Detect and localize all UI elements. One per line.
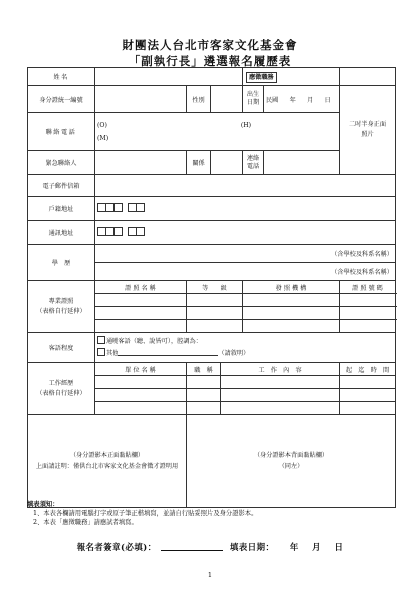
work-cell[interactable]	[340, 376, 396, 389]
work-cell[interactable]	[95, 402, 187, 415]
education-field-2[interactable]: （含學校及科系名稱）	[95, 263, 396, 281]
phone-label: 聯絡電話	[28, 113, 95, 151]
hakka-other-label: 其他	[106, 349, 119, 357]
license-cell[interactable]	[243, 320, 340, 333]
name-field[interactable]	[95, 68, 243, 86]
signature-label: 報名者簽章(必填)：	[76, 542, 157, 552]
gender-label: 性別	[187, 86, 211, 113]
page-number: 1	[207, 571, 213, 579]
id-front-note: 上面請註明：僅供台北市客家文化基金會徵才證明用	[35, 463, 179, 470]
work-cell[interactable]	[221, 389, 340, 402]
work-col-period: 起 迄 時 間	[340, 363, 396, 376]
license-cell[interactable]	[243, 294, 340, 307]
position-label-cell	[243, 68, 340, 86]
license-cell[interactable]	[187, 320, 243, 333]
work-cell[interactable]	[221, 376, 340, 389]
name-label: 姓名	[28, 68, 95, 86]
notes-heading: 填表須知：	[27, 501, 59, 508]
work-label: 工作經歷	[48, 379, 74, 387]
hakka-explain-label: （請敘明）	[218, 349, 250, 357]
contact-phone-field[interactable]	[264, 151, 340, 175]
contact-phone-label: 連絡電話	[243, 151, 264, 175]
relation-label: 關係	[187, 151, 211, 175]
work-col-title: 職 稱	[187, 363, 221, 376]
resume-form	[27, 67, 396, 508]
birth-label: 出生日期	[243, 86, 264, 113]
license-col-number: 證 照 號 碼	[340, 281, 396, 294]
notes	[27, 500, 257, 527]
postcode-boxes[interactable]	[97, 203, 122, 212]
fill-date-label: 填表日期：	[230, 542, 275, 552]
license-cell[interactable]	[340, 294, 396, 307]
license-col-issuer: 發 照 機 構	[243, 281, 340, 294]
id-front-area[interactable]	[28, 415, 187, 508]
hakka-field	[95, 333, 396, 363]
work-cell[interactable]	[95, 376, 187, 389]
position-label: 應徵職務	[246, 72, 277, 83]
work-label-cell	[28, 363, 95, 415]
license-cell[interactable]	[187, 307, 243, 320]
hakka-fluent-label: 通曉客語（聽、說皆可），腔調為：	[106, 337, 202, 345]
roc-label: 民國	[266, 96, 279, 104]
domicile-field[interactable]	[95, 197, 396, 221]
hakka-other-input[interactable]	[118, 355, 218, 356]
work-col-unit: 單 位 名 稱	[95, 363, 187, 376]
id-front-label: （身分證影本正面黏貼欄）	[69, 452, 145, 459]
note-1: 1、本表各欄請用電腦打字或原子筆正楷填寫，並請自行貼妥照片及身分證影本。	[33, 510, 258, 517]
work-col-content: 工 作 內 容	[221, 363, 340, 376]
license-label-cell	[28, 281, 95, 333]
license-label: 專業證照	[48, 297, 74, 305]
fill-day-label: 日	[334, 542, 344, 552]
emergency-field[interactable]	[95, 151, 187, 175]
email-field[interactable]	[95, 175, 396, 197]
relation-field[interactable]	[211, 151, 243, 175]
phone-field[interactable]	[95, 113, 340, 151]
id-back-label: （身分證影本背面黏貼欄）	[253, 452, 329, 459]
birth-month-label: 月	[307, 96, 314, 104]
id-field[interactable]	[95, 86, 187, 113]
hakka-fluent-checkbox[interactable]	[97, 336, 105, 344]
fill-month-label: 月	[312, 542, 322, 552]
work-hint: （表格自行延伸）	[36, 389, 86, 397]
mailing-label: 通訊地址	[28, 221, 95, 245]
mailing-field[interactable]	[95, 221, 396, 245]
domicile-label: 戶籍地址	[28, 197, 95, 221]
gender-field[interactable]	[211, 86, 243, 113]
work-cell[interactable]	[340, 389, 396, 402]
birth-year-label: 年	[289, 96, 296, 104]
work-cell[interactable]	[221, 402, 340, 415]
photo-area[interactable]: 二吋半身正面照片	[340, 86, 396, 175]
license-cell[interactable]	[95, 294, 187, 307]
license-col-name: 證 照 名 稱	[95, 281, 187, 294]
work-cell[interactable]	[95, 389, 187, 402]
work-cell[interactable]	[340, 402, 396, 415]
hakka-other-checkbox[interactable]	[97, 348, 105, 356]
phone-h-label: (H)	[240, 121, 252, 129]
fill-year-label: 年	[289, 542, 299, 552]
license-cell[interactable]	[340, 307, 396, 320]
document-title: 財團法人台北市客家文化基金會	[122, 38, 298, 52]
id-back-note: （同左）	[278, 463, 304, 470]
education-field-1[interactable]: （含學校及科系名稱）	[95, 245, 396, 263]
id-back-area[interactable]	[187, 415, 396, 508]
license-cell[interactable]	[340, 320, 396, 333]
note-2: 2、本表「應徵職務」請應試者填寫。	[33, 519, 138, 526]
phone-o-label: (O)	[97, 121, 107, 129]
position-field[interactable]	[340, 68, 396, 86]
document-subtitle: 「副執行長」遴選報名履歷表	[128, 54, 292, 68]
mailing-postcode-boxes[interactable]	[97, 227, 122, 236]
license-cell[interactable]	[243, 307, 340, 320]
education-label: 學 歷	[28, 245, 95, 281]
license-cell[interactable]	[95, 307, 187, 320]
emergency-label: 緊急聯絡人	[28, 151, 95, 175]
hakka-label: 客語程度	[28, 333, 95, 363]
signature-line	[0, 541, 420, 553]
license-cell[interactable]	[187, 294, 243, 307]
license-col-level: 等 級	[187, 281, 243, 294]
license-hint: （表格自行延伸）	[36, 307, 86, 315]
phone-m-label: (M)	[97, 134, 109, 142]
work-cell[interactable]	[187, 376, 221, 389]
signature-field[interactable]	[161, 550, 223, 551]
work-cell[interactable]	[187, 389, 221, 402]
birth-field[interactable]	[264, 86, 340, 113]
license-cell[interactable]	[95, 320, 187, 333]
id-label: 身分證統一編號	[28, 86, 95, 113]
work-cell[interactable]	[187, 402, 221, 415]
email-label: 電子郵件信箱	[28, 175, 95, 197]
birth-day-label: 日	[324, 96, 331, 104]
